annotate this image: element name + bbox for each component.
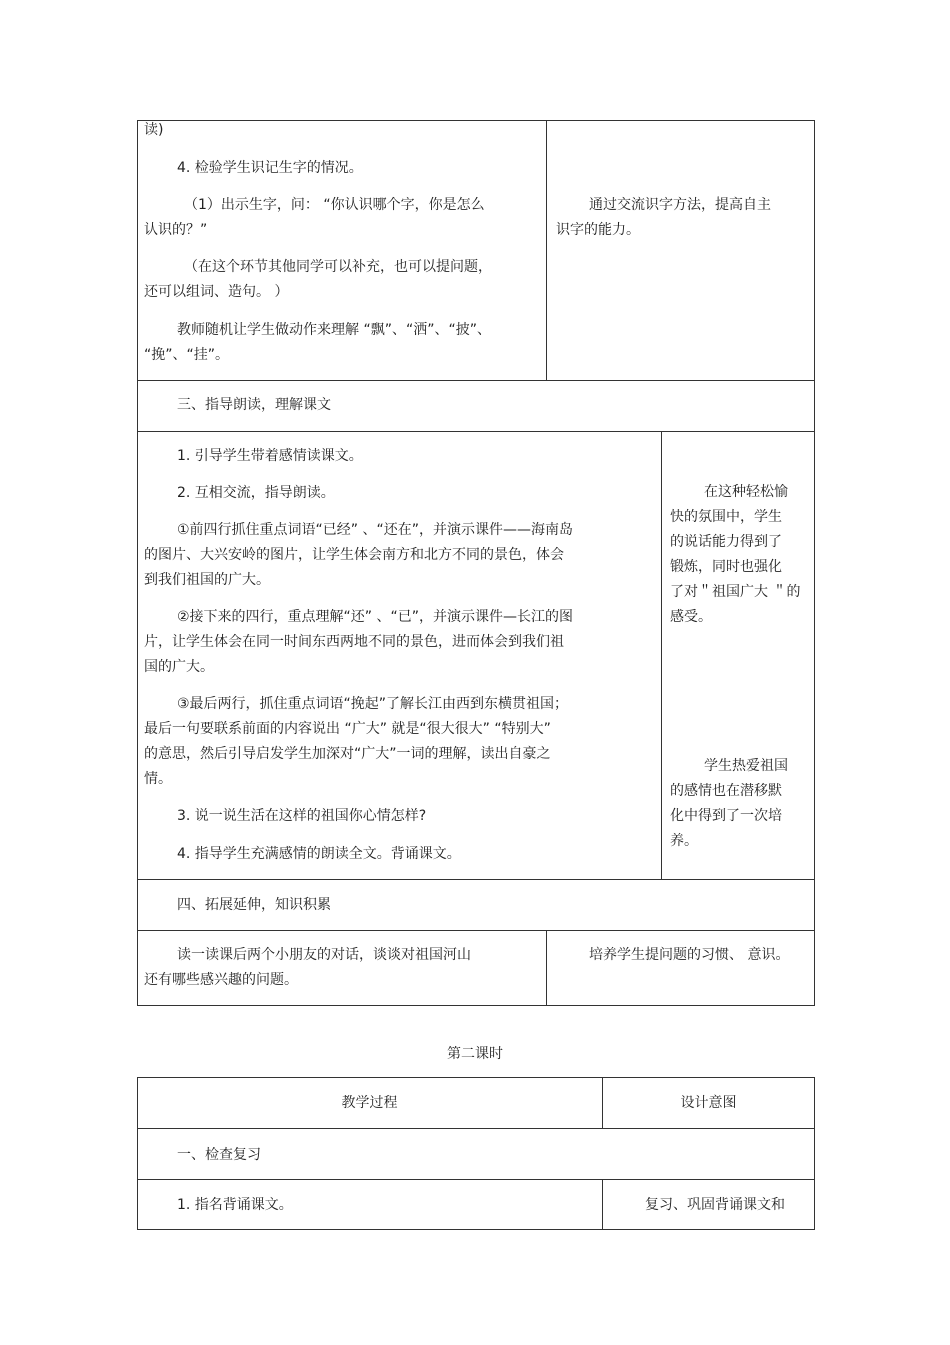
table1-rule	[137, 380, 815, 381]
intent-text-line: 的感情也在潜移默	[670, 783, 782, 799]
table1-rule	[137, 879, 815, 880]
table1-column-divider	[546, 930, 547, 1006]
table1-column-divider	[546, 120, 547, 380]
section-heading: 一、检查复习	[177, 1147, 261, 1163]
intent-text-line: 养。	[670, 833, 698, 849]
intent-text-line: 通过交流识字方法，提高自主	[589, 197, 771, 213]
process-text-line: 还有哪些感兴趣的问题。	[144, 972, 298, 988]
table2-column-divider	[602, 1179, 603, 1230]
intent-text-line: 快的氛围中，学生	[670, 509, 782, 525]
process-text-line: 4. 检验学生识记生字的情况。	[177, 160, 363, 176]
process-text-line: “挽”、“挂”。	[144, 347, 230, 363]
intent-text-line: 在这种轻松愉	[704, 484, 788, 500]
intent-text-line: 学生热爱祖国	[704, 758, 788, 774]
process-text-line: 1. 指名背诵课文。	[177, 1197, 293, 1213]
process-text-line: 2. 互相交流，指导朗读。	[177, 485, 335, 501]
column-header-process: 教学过程	[341, 1095, 398, 1111]
process-text-line: 1. 引导学生带着感情读课文。	[177, 448, 363, 464]
process-text-line: 读一读课后两个小朋友的对话，谈谈对祖国河山	[177, 947, 471, 963]
intent-text-line: 感受。	[670, 609, 712, 625]
process-text-line: ③最后两行，抓住重点词语“挽起”了解长江由西到东横贯祖国；	[177, 696, 569, 712]
process-text-line: 的意思，然后引导启发学生加深对“广大”一词的理解，读出自豪之	[144, 746, 551, 762]
table2-rule	[137, 1128, 815, 1129]
process-text-line: 片，让学生体会在同一时间东西两地不同的景色，进而体会到我们祖	[144, 634, 564, 650]
section-heading: 三、指导朗读，理解课文	[177, 397, 331, 413]
table2-rule	[137, 1179, 815, 1180]
intent-text-line: 了对＂祖国广大 ＂的	[670, 584, 801, 600]
intent-text-line: 识字的能力。	[556, 222, 640, 238]
process-text-line: 还可以组词、造句。 ）	[144, 284, 289, 300]
process-text-line: ①前四行抓住重点词语“已经” 、“还在”，并演示课件——海南岛	[177, 522, 574, 538]
lesson-title: 第二课时	[447, 1046, 503, 1062]
table1-column-divider	[661, 431, 662, 879]
process-text-line: 的图片、大兴安岭的图片，让学生体会南方和北方不同的景色，体会	[144, 547, 564, 563]
process-text-line: （1）出示生字，问： “你认识哪个字，你是怎么	[184, 197, 485, 213]
process-text-line: 3. 说一说生活在这样的祖国你心情怎样?	[177, 808, 427, 824]
intent-text-line: 锻炼，同时也强化	[670, 559, 782, 575]
process-text-line: 认识的？”	[144, 222, 208, 238]
intent-text-line: 复习、巩固背诵课文和	[645, 1197, 785, 1213]
intent-text-line: 的说话能力得到了	[670, 534, 782, 550]
process-text-line: （在这个环节其他同学可以补充，也可以提问题，	[184, 259, 492, 275]
process-text-line: 到我们祖国的广大。	[144, 572, 270, 588]
process-text-line: 4. 指导学生充满感情的朗读全文。背诵课文。	[177, 846, 461, 862]
process-text-line: 教师随机让学生做动作来理解 “飘”、“洒”、“披”、	[177, 322, 491, 338]
process-text-line: 读)	[144, 122, 164, 138]
column-header-intent: 设计意图	[680, 1095, 737, 1111]
table1-rule	[137, 930, 815, 931]
table1-rule	[137, 431, 815, 432]
intent-text-line: 培养学生提问题的习惯、 意识。	[589, 947, 790, 963]
section-heading: 四、拓展延伸，知识积累	[177, 897, 331, 913]
process-text-line: 最后一句要联系前面的内容说出 “广大” 就是“很大很大” “特别大”	[144, 721, 551, 737]
process-text-line: ②接下来的四行，重点理解“还” 、“已”，并演示课件—长江的图	[177, 609, 574, 625]
process-text-line: 情。	[144, 771, 172, 787]
intent-text-line: 化中得到了一次培	[670, 808, 782, 824]
process-text-line: 国的广大。	[144, 659, 214, 675]
